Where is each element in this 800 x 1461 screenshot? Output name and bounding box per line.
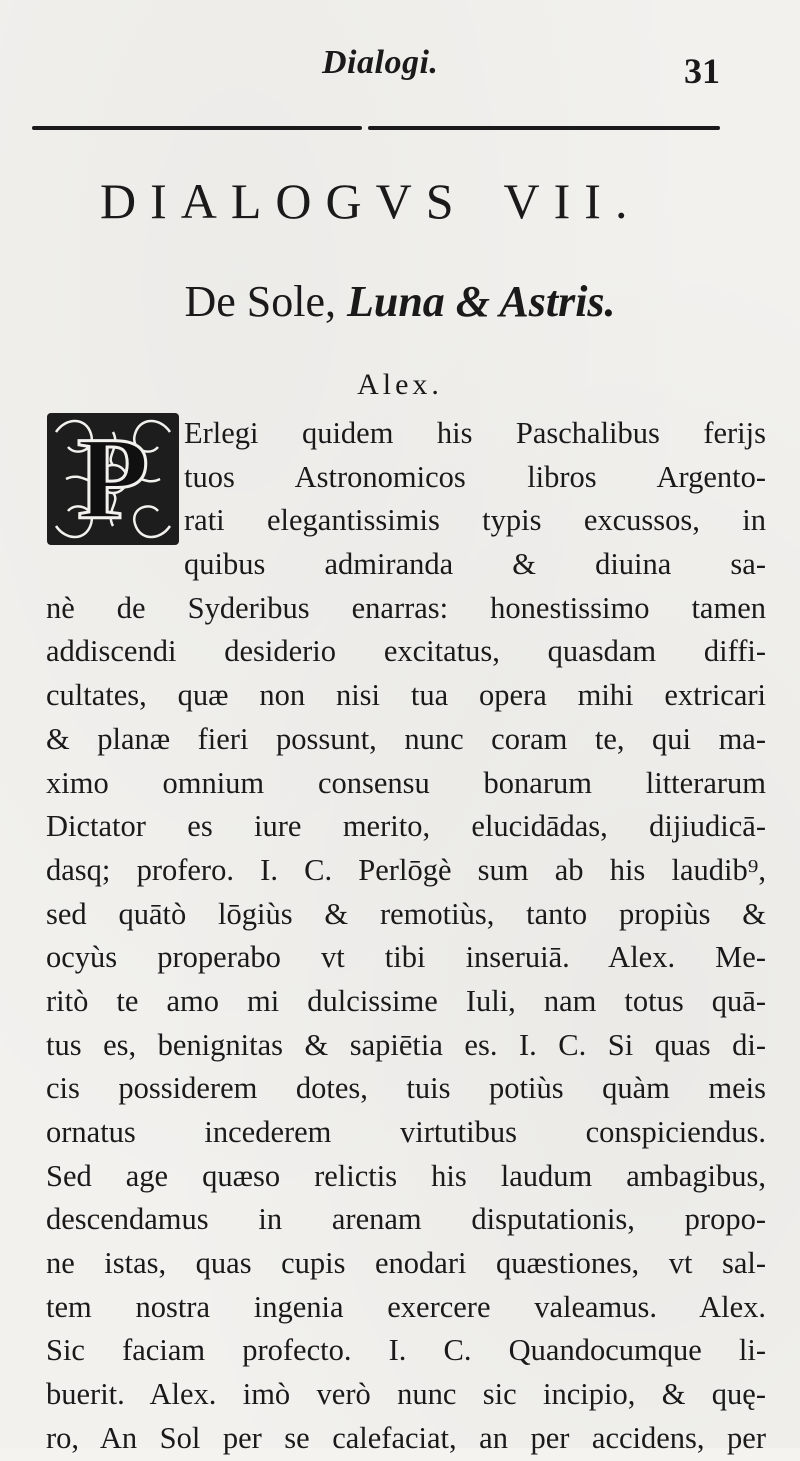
text-line: quibus admiranda & diuina sa- bbox=[184, 547, 766, 582]
text-line: ximo omnium consensu bonarum litterarum bbox=[46, 765, 766, 800]
dialog-subtitle-prefix: De Sole, bbox=[184, 277, 347, 326]
text-line: sed quātò lōgiùs & remotiùs, tanto propiùs & bbox=[46, 896, 766, 931]
dialog-heading-word: DIALOGVS bbox=[100, 173, 468, 229]
text-line: Sed age quæso relictis his laudum ambagibus, bbox=[46, 1158, 766, 1193]
text-line: Erlegi quidem his Paschalibus ferijs bbox=[184, 416, 766, 450]
text-line: ocyùs properabo vt tibi inseruiā. Alex. Me- bbox=[46, 940, 766, 975]
text-line: tus es, benignitas & sapiētia es. I. C. Si quas di- bbox=[46, 1027, 766, 1062]
text-line: nè de Syderibus enarras: honestissimo tamen bbox=[46, 590, 766, 625]
text-line: buerit. Alex. imò verò nunc sic incipio, & quę- bbox=[46, 1377, 766, 1412]
text-line: cis possiderem dotes, tuis potiùs quàm meis bbox=[46, 1071, 766, 1106]
text-line: cultates, quæ non nisi tua opera mihi extricari bbox=[46, 678, 766, 713]
text-line: ornatus incederem virtutibus conspiciendus. bbox=[46, 1115, 766, 1149]
text-line: tem nostra ingenia exercere valeamus. Alex. bbox=[46, 1289, 766, 1324]
body-text bbox=[46, 412, 766, 1461]
text-line: ritò te amo mi dulcissime Iuli, nam totus quā- bbox=[46, 983, 766, 1018]
running-title: Dialogi. bbox=[322, 44, 439, 81]
header-rule-right bbox=[368, 126, 720, 130]
text-line: tuos Astronomicos libros Argento- bbox=[184, 459, 766, 494]
header-rule-left bbox=[32, 126, 362, 130]
text-line: descendamus in arenam disputationis, propo- bbox=[46, 1202, 766, 1237]
speaker-label: Alex. bbox=[357, 368, 443, 401]
text-line: ne istas, quas cupis enodari quæstiones, vt sal- bbox=[46, 1246, 766, 1281]
page-number: 31 bbox=[684, 51, 720, 91]
running-head bbox=[0, 44, 800, 94]
dialog-heading-numeral: VII. bbox=[503, 173, 642, 229]
text-line: & planæ fieri possunt, nunc coram te, qui ma- bbox=[46, 721, 766, 756]
dialog-heading bbox=[100, 172, 700, 230]
text-line: ro, An Sol per se calefaciat, an per accidens, per bbox=[46, 1420, 766, 1455]
text-line: addiscendi desiderio excitatus, quasdam diffi- bbox=[46, 634, 766, 669]
dialog-subtitle-italic: Luna & Astris. bbox=[346, 277, 616, 326]
text-line: dasq; profero. I. C. Perlōgè sum ab his laudib⁹, bbox=[46, 852, 766, 887]
text-line: rati elegantissimis typis excussos, in bbox=[184, 503, 766, 538]
text-line: Sic faciam profecto. I. C. Quandocumque li- bbox=[46, 1333, 766, 1368]
dropcap-letter: P bbox=[76, 413, 150, 544]
dialog-subtitle bbox=[0, 276, 800, 327]
text-line: Dictator es iure merito, elucidādas, dijiudicā- bbox=[46, 809, 766, 844]
